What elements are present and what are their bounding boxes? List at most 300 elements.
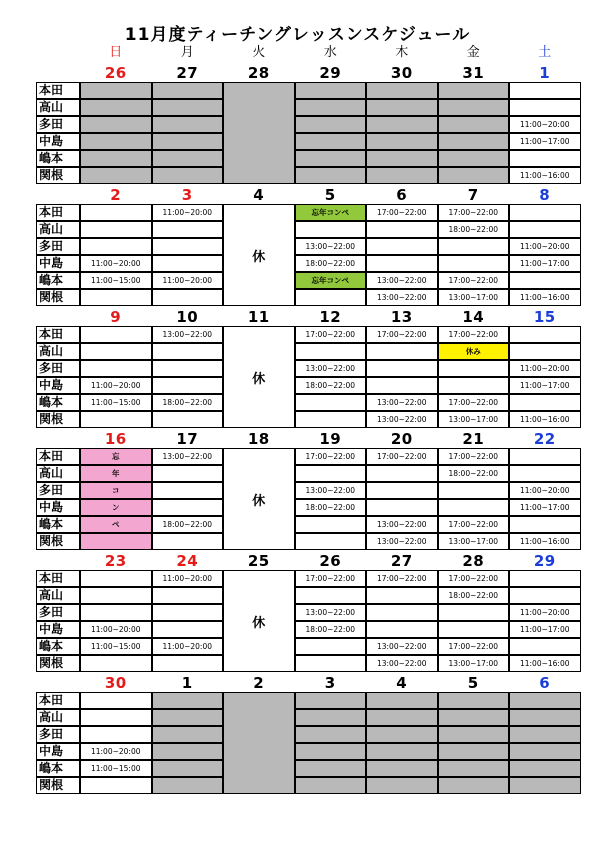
location-label: 嶋本 — [36, 516, 80, 533]
schedule-cell — [366, 604, 438, 621]
schedule-cell — [438, 377, 510, 394]
schedule-cell: 11:00~20:00 — [509, 482, 581, 499]
schedule-cell — [509, 465, 581, 482]
schedule-cell: ン — [80, 499, 152, 516]
schedule-cell: 13:00~22:00 — [152, 448, 224, 465]
schedule-cell — [509, 343, 581, 360]
schedule-cell — [152, 499, 224, 516]
schedule-cell — [509, 204, 581, 221]
schedule-cell: 17:00~22:00 — [295, 448, 367, 465]
schedule-cell — [80, 133, 152, 150]
schedule-cell: 17:00~22:00 — [295, 570, 367, 587]
schedule-cell — [366, 743, 438, 760]
schedule-cell — [295, 760, 367, 777]
schedule-cell: 17:00~22:00 — [295, 326, 367, 343]
weekday-label: 水 — [323, 45, 337, 60]
schedule-cell: 11:00~20:00 — [80, 743, 152, 760]
schedule-cell — [366, 377, 438, 394]
schedule-cell — [509, 150, 581, 167]
schedule-cell — [438, 743, 510, 760]
date-number: 2 — [253, 674, 265, 692]
schedule-cell — [152, 482, 224, 499]
schedule-cell — [152, 760, 224, 777]
schedule-cell: 13:00~22:00 — [366, 411, 438, 428]
weekday-label: 土 — [538, 45, 552, 60]
schedule-cell — [295, 99, 367, 116]
schedule-cell — [438, 604, 510, 621]
schedule-cell — [80, 692, 152, 709]
tuesday-closed-cell — [223, 82, 295, 184]
schedule-cell: 休み — [438, 343, 510, 360]
location-label: 中島 — [36, 621, 80, 638]
location-label: 多田 — [36, 482, 80, 499]
tuesday-closed-cell — [223, 448, 295, 550]
schedule-cell: 17:00~22:00 — [366, 204, 438, 221]
date-number: 14 — [462, 308, 485, 326]
schedule-cell: 17:00~22:00 — [438, 394, 510, 411]
location-label: 嶋本 — [36, 150, 80, 167]
schedule-cell: 13:00~22:00 — [295, 238, 367, 255]
tuesday-closed-cell — [223, 326, 295, 428]
date-number: 29 — [533, 552, 556, 570]
schedule-cell: 17:00~22:00 — [438, 272, 510, 289]
date-number: 27 — [390, 552, 413, 570]
location-label: 関根 — [36, 777, 80, 794]
schedule-cell — [509, 570, 581, 587]
schedule-cell: 17:00~22:00 — [366, 326, 438, 343]
schedule-cell: 11:00~16:00 — [509, 167, 581, 184]
schedule-cell — [366, 692, 438, 709]
schedule-cell — [295, 289, 367, 306]
location-label: 嶋本 — [36, 272, 80, 289]
schedule-cell — [80, 570, 152, 587]
schedule-cell — [366, 343, 438, 360]
date-number: 11 — [247, 308, 270, 326]
schedule-cell — [366, 167, 438, 184]
schedule-cell — [438, 82, 510, 99]
date-number: 30 — [390, 64, 413, 82]
schedule-cell — [295, 777, 367, 794]
schedule-cell — [438, 167, 510, 184]
schedule-cell — [80, 726, 152, 743]
schedule-cell — [509, 726, 581, 743]
date-number: 26 — [104, 64, 127, 82]
schedule-cell: 13:00~22:00 — [295, 604, 367, 621]
schedule-cell — [80, 167, 152, 184]
schedule-cell — [366, 360, 438, 377]
location-label: 高山 — [36, 587, 80, 604]
schedule-cell — [80, 777, 152, 794]
date-number: 25 — [247, 552, 270, 570]
date-number: 20 — [390, 430, 413, 448]
week-block — [36, 308, 570, 428]
date-number: 30 — [104, 674, 127, 692]
schedule-cell — [509, 82, 581, 99]
schedule-cell — [152, 692, 224, 709]
schedule-cell — [366, 760, 438, 777]
schedule-cell — [80, 604, 152, 621]
schedule-cell: 11:00~20:00 — [509, 360, 581, 377]
schedule-cell: 13:00~17:00 — [438, 411, 510, 428]
location-label: 高山 — [36, 343, 80, 360]
schedule-cell — [295, 221, 367, 238]
schedule-cell — [295, 116, 367, 133]
schedule-cell: 17:00~22:00 — [438, 570, 510, 587]
schedule-cell: 11:00~17:00 — [509, 499, 581, 516]
schedule-cell — [366, 499, 438, 516]
schedule-cell — [80, 99, 152, 116]
schedule-cell — [438, 621, 510, 638]
schedule-cell — [152, 99, 224, 116]
date-number: 6 — [539, 674, 551, 692]
schedule-cell — [295, 516, 367, 533]
schedule-cell — [152, 238, 224, 255]
schedule-cell — [438, 99, 510, 116]
location-label: 高山 — [36, 221, 80, 238]
date-number: 18 — [247, 430, 270, 448]
schedule-cell: 年 — [80, 465, 152, 482]
closed-label: 休 — [252, 493, 266, 509]
schedule-cell: 忘 — [80, 448, 152, 465]
schedule-cell: 18:00~22:00 — [295, 255, 367, 272]
schedule-cell — [80, 82, 152, 99]
schedule-cell: 17:00~22:00 — [438, 638, 510, 655]
schedule-cell — [438, 499, 510, 516]
tuesday-closed-cell — [223, 570, 295, 672]
schedule-cell: 18:00~22:00 — [295, 621, 367, 638]
schedule-cell — [366, 133, 438, 150]
schedule-cell — [80, 343, 152, 360]
location-label: 嶋本 — [36, 760, 80, 777]
schedule-cell: 11:00~20:00 — [152, 570, 224, 587]
schedule-cell — [80, 411, 152, 428]
location-label: 関根 — [36, 533, 80, 550]
date-number: 28 — [462, 552, 485, 570]
page-title: 11月度ティーチングレッスンスケジュール — [124, 25, 471, 45]
schedule-cell — [366, 482, 438, 499]
schedule-cell — [295, 533, 367, 550]
schedule-cell — [295, 394, 367, 411]
weekday-label: 金 — [466, 45, 480, 60]
schedule-cell: 13:00~22:00 — [366, 516, 438, 533]
location-label: 本田 — [36, 204, 80, 221]
schedule-cell: 11:00~16:00 — [509, 289, 581, 306]
location-label: 嶋本 — [36, 394, 80, 411]
schedule-cell — [80, 289, 152, 306]
schedule-cell: コ — [80, 482, 152, 499]
schedule-cell — [366, 221, 438, 238]
schedule-cell: 11:00~20:00 — [80, 377, 152, 394]
schedule-cell — [509, 692, 581, 709]
schedule-cell: 11:00~20:00 — [509, 116, 581, 133]
schedule-cell — [509, 777, 581, 794]
date-number: 3 — [181, 186, 193, 204]
location-label: 本田 — [36, 692, 80, 709]
schedule-cell — [80, 204, 152, 221]
schedule-cell: 17:00~22:00 — [438, 448, 510, 465]
location-label: 本田 — [36, 570, 80, 587]
schedule-cell: 11:00~15:00 — [80, 394, 152, 411]
schedule-cell — [509, 638, 581, 655]
schedule-cell: 13:00~17:00 — [438, 533, 510, 550]
schedule-cell — [438, 692, 510, 709]
schedule-cell — [438, 726, 510, 743]
schedule-cell — [152, 289, 224, 306]
schedule-cell — [152, 82, 224, 99]
schedule-cell: 11:00~16:00 — [509, 533, 581, 550]
date-number: 16 — [104, 430, 127, 448]
schedule-cell — [509, 394, 581, 411]
schedule-cell — [80, 587, 152, 604]
date-number: 26 — [319, 552, 342, 570]
schedule-cell: 18:00~22:00 — [438, 465, 510, 482]
schedule-cell — [152, 255, 224, 272]
schedule-cell: 18:00~22:00 — [152, 516, 224, 533]
schedule-cell: 11:00~15:00 — [80, 638, 152, 655]
schedule-cell — [295, 411, 367, 428]
date-number: 22 — [533, 430, 556, 448]
schedule-cell: 11:00~17:00 — [509, 255, 581, 272]
schedule-cell: 13:00~22:00 — [366, 272, 438, 289]
schedule-cell — [366, 587, 438, 604]
schedule-cell: 13:00~22:00 — [295, 482, 367, 499]
schedule-cell — [509, 743, 581, 760]
date-number: 12 — [319, 308, 342, 326]
schedule-cell — [152, 167, 224, 184]
schedule-cell — [152, 655, 224, 672]
schedule-cell — [438, 360, 510, 377]
date-number: 1 — [181, 674, 193, 692]
schedule-cell: 11:00~16:00 — [509, 411, 581, 428]
schedule-cell: 17:00~22:00 — [366, 570, 438, 587]
schedule-cell: 11:00~15:00 — [80, 760, 152, 777]
schedule-cell — [509, 326, 581, 343]
schedule-cell: 13:00~22:00 — [295, 360, 367, 377]
date-number: 10 — [176, 308, 199, 326]
schedule-cell — [80, 655, 152, 672]
location-label: 本田 — [36, 448, 80, 465]
schedule-cell — [509, 760, 581, 777]
date-number: 9 — [110, 308, 122, 326]
schedule-cell: 忘年コンペ — [295, 272, 367, 289]
schedule-cell — [295, 82, 367, 99]
week-block — [36, 676, 556, 794]
closed-label: 休 — [252, 249, 266, 265]
date-number: 21 — [462, 430, 485, 448]
schedule-cell — [152, 377, 224, 394]
date-number: 31 — [462, 64, 485, 82]
schedule-cell — [295, 743, 367, 760]
schedule-cell — [438, 238, 510, 255]
date-number: 28 — [247, 64, 270, 82]
schedule-cell — [80, 709, 152, 726]
schedule-cell — [80, 116, 152, 133]
location-label: 本田 — [36, 326, 80, 343]
schedule-cell — [152, 533, 224, 550]
schedule-cell — [80, 533, 152, 550]
schedule-cell — [509, 272, 581, 289]
schedule-cell: 11:00~20:00 — [509, 238, 581, 255]
schedule-cell — [80, 326, 152, 343]
week-block — [36, 186, 570, 306]
schedule-cell — [152, 587, 224, 604]
closed-label: 休 — [252, 615, 266, 631]
location-label: 関根 — [36, 411, 80, 428]
schedule-cell — [295, 709, 367, 726]
schedule-cell — [80, 360, 152, 377]
schedule-cell: 18:00~22:00 — [295, 499, 367, 516]
schedule-cell — [366, 726, 438, 743]
schedule-cell: 11:00~20:00 — [152, 638, 224, 655]
schedule-cell: 18:00~22:00 — [152, 394, 224, 411]
closed-label: 休 — [252, 371, 266, 387]
date-number: 4 — [396, 674, 408, 692]
schedule-cell: 13:00~22:00 — [366, 655, 438, 672]
schedule-cell — [509, 448, 581, 465]
location-label: 関根 — [36, 655, 80, 672]
schedule-cell: 17:00~22:00 — [438, 516, 510, 533]
schedule-cell: 11:00~20:00 — [509, 604, 581, 621]
date-number: 3 — [324, 674, 336, 692]
schedule-cell — [366, 82, 438, 99]
location-label: 中島 — [36, 255, 80, 272]
schedule-cell: 13:00~22:00 — [366, 533, 438, 550]
location-label: 中島 — [36, 133, 80, 150]
schedule-cell — [438, 150, 510, 167]
schedule-cell: 11:00~20:00 — [152, 272, 224, 289]
date-number: 15 — [533, 308, 556, 326]
schedule-cell — [152, 743, 224, 760]
weekday-label: 月 — [180, 45, 194, 60]
schedule-cell: 11:00~20:00 — [152, 204, 224, 221]
date-number: 5 — [467, 674, 479, 692]
schedule-cell — [80, 221, 152, 238]
location-label: 中島 — [36, 743, 80, 760]
date-number: 27 — [176, 64, 199, 82]
location-label: 多田 — [36, 726, 80, 743]
schedule-cell — [366, 777, 438, 794]
schedule-cell: 17:00~22:00 — [438, 326, 510, 343]
schedule-cell — [438, 760, 510, 777]
schedule-cell: 13:00~17:00 — [438, 655, 510, 672]
schedule-cell — [152, 343, 224, 360]
location-label: 中島 — [36, 377, 80, 394]
schedule-cell — [295, 655, 367, 672]
schedule-cell: 13:00~22:00 — [152, 326, 224, 343]
date-number: 4 — [253, 186, 265, 204]
schedule-cell — [509, 587, 581, 604]
schedule-cell: 18:00~22:00 — [438, 221, 510, 238]
schedule-cell: 18:00~22:00 — [438, 587, 510, 604]
schedule-cell — [295, 167, 367, 184]
date-number: 8 — [539, 186, 551, 204]
schedule-cell — [438, 777, 510, 794]
schedule-cell — [366, 99, 438, 116]
schedule-cell — [152, 150, 224, 167]
location-label: 多田 — [36, 116, 80, 133]
schedule-cell: 11:00~17:00 — [509, 621, 581, 638]
schedule-cell: 17:00~22:00 — [366, 448, 438, 465]
schedule-cell — [295, 587, 367, 604]
location-label: 嶋本 — [36, 638, 80, 655]
schedule-cell — [152, 604, 224, 621]
date-number: 23 — [104, 552, 127, 570]
schedule-cell — [152, 709, 224, 726]
schedule-cell — [152, 465, 224, 482]
schedule-cell — [152, 360, 224, 377]
schedule-cell — [438, 482, 510, 499]
schedule-cell — [152, 726, 224, 743]
schedule-cell — [366, 709, 438, 726]
schedule-cell — [509, 221, 581, 238]
schedule-cell — [152, 221, 224, 238]
schedule-cell — [295, 343, 367, 360]
schedule-cell — [152, 411, 224, 428]
schedule-cell — [152, 777, 224, 794]
schedule-cell — [366, 238, 438, 255]
schedule-cell: 13:00~22:00 — [366, 638, 438, 655]
date-number: 1 — [539, 64, 551, 82]
schedule-cell: 忘年コンペ — [295, 204, 367, 221]
schedule-cell — [80, 150, 152, 167]
schedule-cell — [438, 116, 510, 133]
schedule-cell: 11:00~16:00 — [509, 655, 581, 672]
location-label: 中島 — [36, 499, 80, 516]
schedule-cell — [366, 621, 438, 638]
schedule-cell — [438, 255, 510, 272]
location-label: 関根 — [36, 289, 80, 306]
location-label: 多田 — [36, 604, 80, 621]
schedule-cell — [366, 255, 438, 272]
schedule-cell: 11:00~20:00 — [80, 255, 152, 272]
location-label: 高山 — [36, 99, 80, 116]
schedule-cell: 11:00~17:00 — [509, 133, 581, 150]
schedule-cell: 17:00~22:00 — [438, 204, 510, 221]
week-block — [36, 64, 570, 184]
schedule-cell: 13:00~17:00 — [438, 289, 510, 306]
schedule-cell — [295, 133, 367, 150]
weekday-label: 日 — [109, 45, 123, 60]
schedule-cell — [366, 465, 438, 482]
schedule-cell: ペ — [80, 516, 152, 533]
location-label: 高山 — [36, 709, 80, 726]
schedule-cell — [509, 516, 581, 533]
date-number: 17 — [176, 430, 199, 448]
schedule-cell — [80, 238, 152, 255]
tuesday-closed-cell — [223, 204, 295, 306]
location-label: 高山 — [36, 465, 80, 482]
schedule-cell — [509, 709, 581, 726]
schedule-cell — [438, 709, 510, 726]
schedule-cell — [366, 116, 438, 133]
schedule-cell: 11:00~17:00 — [509, 377, 581, 394]
schedule-cell: 13:00~22:00 — [366, 289, 438, 306]
week-block — [36, 430, 570, 550]
schedule-cell — [295, 465, 367, 482]
date-number: 24 — [176, 552, 199, 570]
schedule-cell — [295, 692, 367, 709]
weekday-label: 木 — [395, 45, 409, 60]
schedule-cell: 11:00~15:00 — [80, 272, 152, 289]
date-number: 5 — [324, 186, 336, 204]
date-number: 7 — [467, 186, 479, 204]
date-number: 13 — [390, 308, 413, 326]
schedule-cell — [509, 99, 581, 116]
week-block — [36, 552, 570, 672]
schedule-cell — [295, 150, 367, 167]
schedule-cell — [152, 621, 224, 638]
schedule-cell: 18:00~22:00 — [295, 377, 367, 394]
